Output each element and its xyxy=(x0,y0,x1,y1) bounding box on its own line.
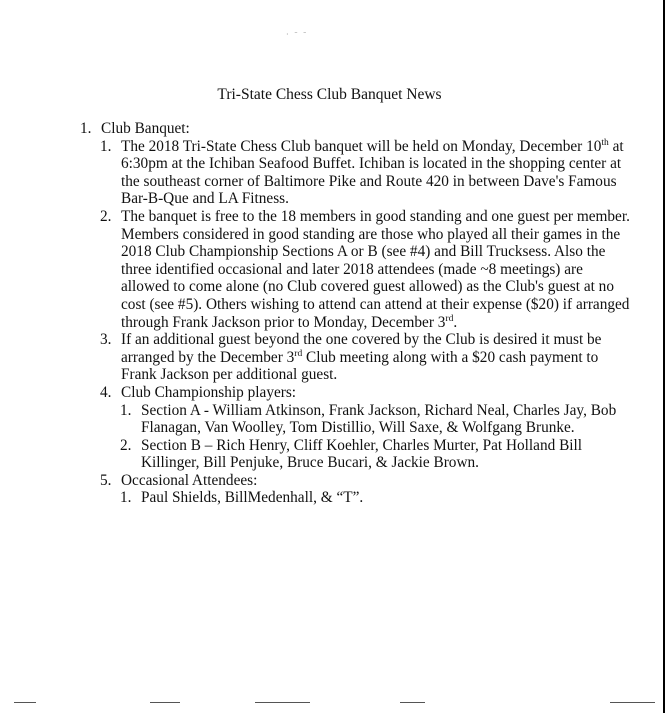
outline-level-2 xyxy=(100,138,630,507)
item-number: 2. xyxy=(120,436,132,454)
item-text-part: . xyxy=(453,313,458,331)
document-body xyxy=(80,120,630,507)
list-item-occasional-attendees xyxy=(100,472,630,507)
list-item-additional-guest xyxy=(100,331,630,384)
item-text xyxy=(121,138,630,208)
section-label: Club Banquet: xyxy=(101,120,190,137)
ordinal-suffix: rd xyxy=(294,348,303,359)
scan-artifact-line xyxy=(610,702,655,703)
item-number: 5. xyxy=(100,471,112,489)
scan-artifact-line xyxy=(150,702,180,703)
list-item-eligibility xyxy=(100,208,630,331)
item-text xyxy=(121,331,630,384)
item-text: Paul Shields, BillMedenhall, & “T”. xyxy=(141,489,364,507)
item-text-part: If an additional guest beyond the one covered by the Club is desired it must be arranged by the December 3 xyxy=(121,331,602,366)
outline-level-3 xyxy=(120,402,630,472)
outline-level-1 xyxy=(80,120,630,507)
list-item-championship-players xyxy=(100,384,630,472)
section-number: 1. xyxy=(80,120,92,137)
item-number: 1. xyxy=(120,489,132,507)
ordinal-suffix: rd xyxy=(445,313,454,324)
item-number: 2. xyxy=(100,207,112,225)
scan-artifact-line xyxy=(400,702,425,703)
item-text-part: The 2018 Tri-State Chess Club banquet will be held on Monday, December 10 xyxy=(121,137,602,155)
list-item-banquet-details xyxy=(100,138,630,208)
item-text-part: Club meeting along with a $20 cash payment to Frank Jackson per additional guest. xyxy=(121,348,599,384)
item-text xyxy=(121,208,630,331)
item-text-part: at 6:30pm at the Ichiban Seafood Buffet. Ichiban is located in the shopping center at the southeast corner of Baltimore Pike and Route 420 in between Dave's Famous Bar-B-Que and LA Fitness. xyxy=(121,137,624,208)
scan-speck: · ˉ ˉ xyxy=(286,30,308,39)
list-item-section-a xyxy=(120,402,630,437)
outline-level-3 xyxy=(120,489,630,507)
page-title-text: Tri-State Chess Club Banquet News xyxy=(217,86,442,103)
section-club-banquet xyxy=(80,120,630,507)
item-text-part: The banquet is free to the 18 members in good standing and one guest per member. Members considered in good standing are those who played all their games in the 2018 Club Championship Sections A or B (see #4) and Bill Trucksess. Also the three identified occasional and later 2018 attendees (made ~8 meetings) are allowed to come alone (no Club covered guest allowed) as the Club's guest at no cost (see #5). Others wishing to attend can attend at their expense ($20) if arranged through Frank Jackson prior to Monday, December 3 xyxy=(121,207,630,331)
list-item-attendee-names xyxy=(120,489,630,507)
scan-artifact-line xyxy=(255,702,310,703)
item-number: 4. xyxy=(100,383,112,401)
scan-artifact-line xyxy=(14,702,36,703)
list-item-section-b xyxy=(120,437,630,472)
item-number: 3. xyxy=(100,331,112,349)
page-title xyxy=(0,85,665,104)
item-text: Section A - William Atkinson, Frank Jackson, Richard Neal, Charles Jay, Bob Flanagan, Van Woolley, Tom Distillio, Will Saxe, & Wolfgang Brunke. xyxy=(141,401,617,437)
item-number: 1. xyxy=(100,137,112,155)
item-text: Section B – Rich Henry, Cliff Koehler, Charles Murter, Pat Holland Bill Killinger, Bill Penjuke, Bruce Bucari, & Jackie Brown. xyxy=(141,436,583,472)
ordinal-suffix: th xyxy=(601,137,609,148)
item-number: 1. xyxy=(120,401,132,419)
item-text: Occasional Attendees: xyxy=(121,471,258,489)
item-text: Club Championship players: xyxy=(121,383,297,401)
